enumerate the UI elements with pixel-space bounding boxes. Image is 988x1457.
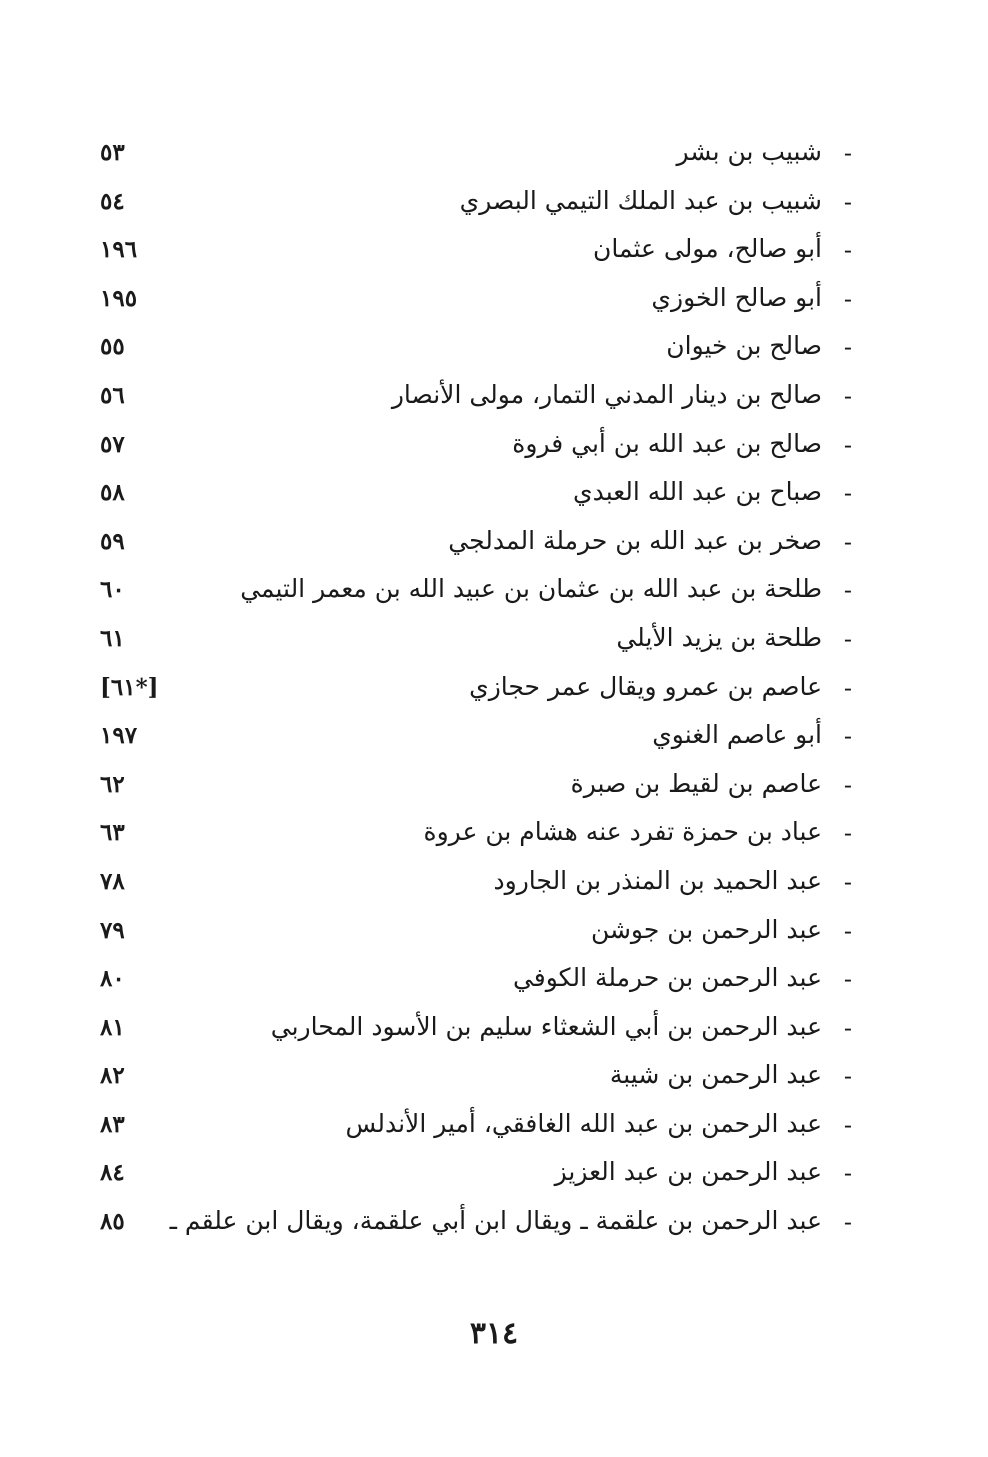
entry-name: عبد الرحمن بن علقمة ـ ويقال ابن أبي علقمة، ويقال ابن علقم ـ — [169, 1206, 822, 1236]
index-entry — [90, 227, 870, 276]
entry-dash: - — [843, 673, 852, 702]
entry-dash: - — [843, 187, 852, 216]
index-entry — [90, 762, 870, 811]
entry-name: عاصم بن عمرو ويقال عمر حجازي — [469, 671, 822, 701]
entry-name: عباد بن حمزة تفرد عنه هشام بن عروة — [423, 817, 822, 847]
entry-number: ٨٥ — [100, 1208, 125, 1236]
entry-dash: - — [843, 965, 852, 994]
entry-name: شبيب بن بشر — [676, 137, 822, 166]
index-entry — [90, 179, 870, 228]
entry-name: عبد الرحمن بن عبد العزيز — [554, 1157, 822, 1187]
index-entry — [90, 616, 870, 665]
entry-number: ٨٣ — [100, 1110, 125, 1138]
entry-dash: - — [843, 479, 852, 508]
entry-number: ٥٤ — [100, 187, 125, 215]
entry-dash: - — [843, 1013, 852, 1042]
entry-name: أبو عاصم الغنوي — [652, 720, 822, 750]
entry-number: ١٩٧ — [100, 722, 138, 750]
index-entry — [90, 810, 870, 859]
entry-number: ٥٨ — [100, 479, 125, 507]
entry-dash: - — [843, 1110, 852, 1139]
entry-number: ١٩٥ — [100, 284, 138, 312]
entry-name: عبد الرحمن بن شيبة — [609, 1060, 822, 1090]
index-entry — [90, 470, 870, 519]
index-entry — [90, 956, 870, 1005]
entry-number: ٥٦ — [100, 381, 125, 409]
index-entry — [90, 519, 870, 568]
entry-dash: - — [843, 867, 852, 896]
entry-name: عبد الرحمن بن جوشن — [590, 914, 822, 944]
entry-dash: - — [843, 381, 852, 410]
entry-dash: - — [843, 1159, 852, 1188]
entry-name: صخر بن عبد الله بن حرملة المدلجي — [448, 525, 822, 555]
entry-name: صالح بن عبد الله بن أبي فروة — [512, 428, 822, 458]
entry-number: ١٩٦ — [100, 236, 138, 264]
entry-dash: - — [843, 819, 852, 848]
entry-dash: - — [843, 624, 852, 653]
entry-dash: - — [843, 430, 852, 459]
entry-name: عبد الرحمن بن أبي الشعثاء سليم بن الأسود المحاربي — [270, 1011, 822, 1041]
index-entry — [90, 130, 870, 179]
entry-number: ٦٢ — [100, 770, 125, 798]
entry-number: ٨٠ — [100, 965, 125, 993]
index-entry — [90, 859, 870, 908]
entry-name: طلحة بن عبد الله بن عثمان بن عبيد الله بن معمر التيمي — [240, 574, 822, 604]
entry-dash: - — [843, 284, 852, 313]
index-entry — [90, 713, 870, 762]
index-entry — [90, 567, 870, 616]
index-entry — [90, 276, 870, 325]
entry-number: ٦١ — [100, 624, 125, 652]
entry-dash: - — [843, 139, 852, 167]
entry-dash: - — [843, 1208, 852, 1237]
entry-name: صالح بن دينار المدني التمار، مولى الأنصار — [391, 379, 822, 409]
entry-name: عبد الرحمن بن عبد الله الغافقي، أمير الأندلس — [345, 1108, 822, 1138]
page-number: ٣١٤ — [469, 1316, 519, 1351]
entry-dash: - — [843, 722, 852, 751]
entry-name: أبو صالح، مولى عثمان — [593, 234, 822, 264]
index-entry — [90, 908, 870, 957]
entry-number: ٥٣ — [100, 139, 125, 166]
entry-name: عبد الرحمن بن حرملة الكوفي — [512, 963, 822, 993]
entry-name: عاصم بن لقيط بن صبرة — [570, 768, 822, 798]
entry-number: ٥٥ — [100, 333, 125, 361]
entry-number: ٥٩ — [100, 527, 125, 555]
entry-number: ٨١ — [100, 1013, 125, 1041]
entry-number: ٧٨ — [100, 867, 125, 895]
entry-number: ٨٤ — [100, 1159, 125, 1187]
entry-dash: - — [843, 1062, 852, 1091]
entry-name: أبو صالح الخوزي — [651, 282, 822, 312]
index-entry — [90, 1199, 870, 1248]
entry-number: ٦٠ — [100, 576, 125, 604]
entry-name: صالح بن خيوان — [666, 331, 822, 361]
entry-dash: - — [843, 770, 852, 799]
index-entry — [90, 665, 870, 714]
index-list — [90, 130, 870, 1248]
entry-dash: - — [843, 236, 852, 265]
entry-number: ٦٣ — [100, 819, 125, 847]
index-entry — [90, 1102, 870, 1151]
entry-number: ٥٧ — [100, 430, 125, 458]
entry-dash: - — [843, 527, 852, 556]
index-entry — [90, 324, 870, 373]
index-entry — [90, 1005, 870, 1054]
entry-dash: - — [843, 916, 852, 945]
index-entry — [90, 1053, 870, 1102]
entry-dash: - — [843, 576, 852, 605]
index-entry — [90, 1150, 870, 1199]
entry-number: [٦١*] — [100, 673, 159, 701]
entry-name: شبيب بن عبد الملك التيمي البصري — [459, 185, 822, 215]
entry-name: عبد الحميد بن المنذر بن الجارود — [493, 865, 822, 895]
entry-number: ٧٩ — [100, 916, 125, 944]
entry-number: ٨٢ — [100, 1062, 125, 1090]
entry-name: طلحة بن يزيد الأيلي — [616, 622, 822, 652]
entry-name: صباح بن عبد الله العبدي — [573, 477, 822, 507]
index-entry — [90, 373, 870, 422]
entry-dash: - — [843, 333, 852, 362]
index-entry — [90, 422, 870, 471]
